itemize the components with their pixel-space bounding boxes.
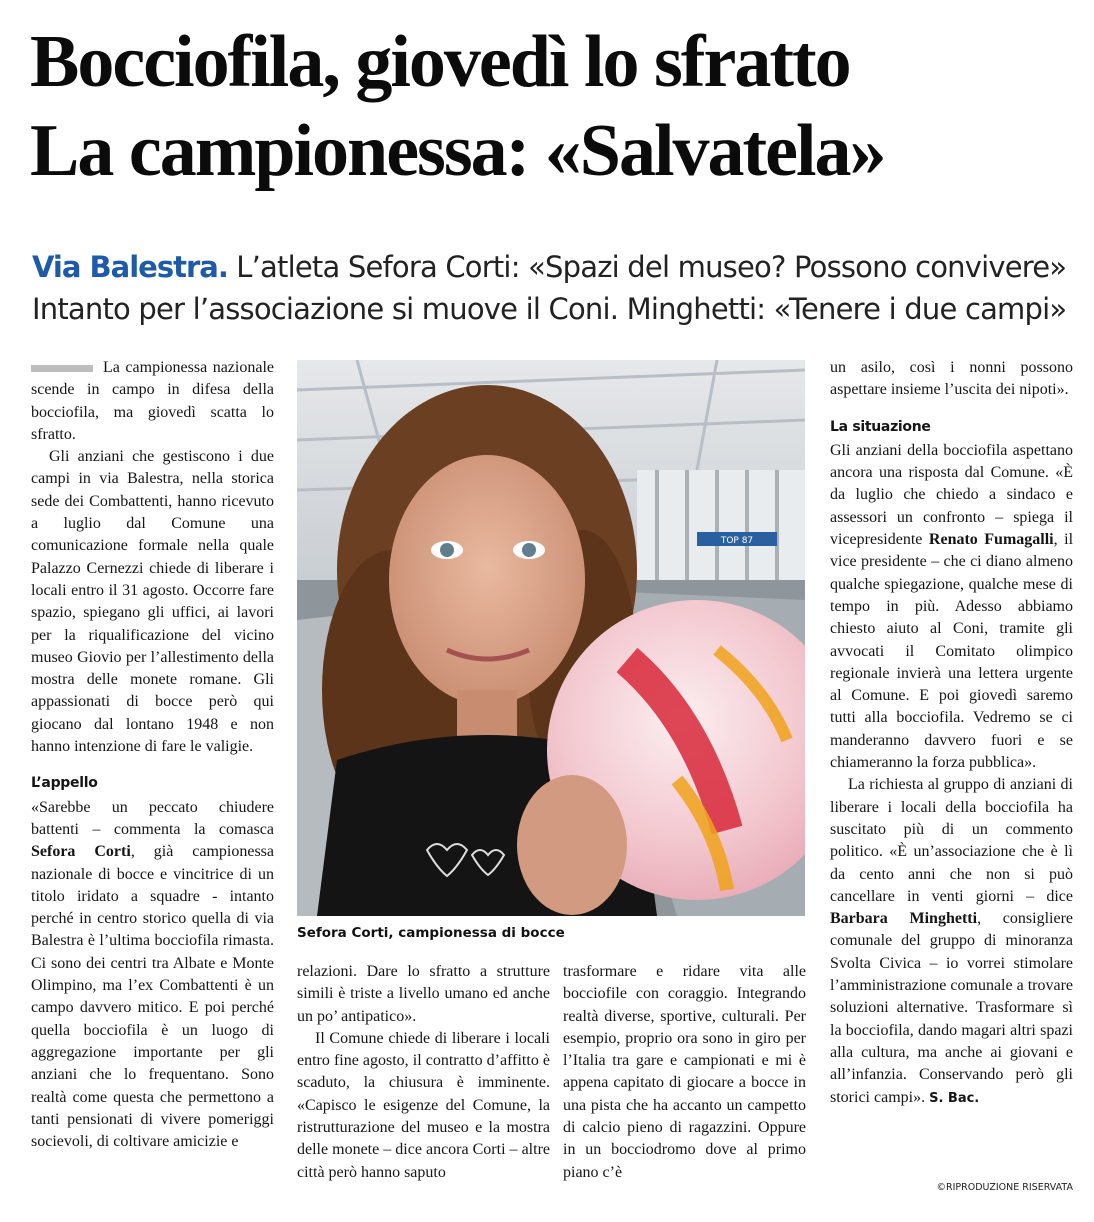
- subhead-line-2: Intanto per l’associazione si muove il Coni. Minghetti: «Tenere i due campi»: [32, 292, 1067, 326]
- section-heading-appello: L’appello: [31, 775, 98, 792]
- person-name: Sefora Corti: [31, 843, 131, 861]
- copyright-notice: ©RIPRODUZIONE RISERVATA: [936, 1182, 1073, 1193]
- headline-line-1: Bocciofila, giovedì lo sfratto: [30, 21, 850, 103]
- paragraph: Gli anziani della bocciofila aspettano ancora una risposta dal Comune. «È da luglio che chiedo a sindaco e assessori un confronto – spiega il vicepresidente Renato Fumagalli, il vice presidente – che ci diano almeno qualche spiegazione, qualche mese di tempo in più. Adesso abbiamo chiesto aiuto al Coni, tramite gli avvocati il Comitato olimpico regionale invierà una lettera urgente al Comune. E poi giovedì saremo tutti alla bocciofila. Vedremo se ci manderanno davvero fuori e se chiameranno la forza pubblica».: [830, 441, 1074, 772]
- paragraph: Il Comune chiede di liberare i locali entro fine agosto, il contratto d’affitto è scaduto, la chiusura è imminente. «Capisco le esigenze del Comune, la ristrutturazione del museo e la mostra delle monete – dice ancora Corti – altre città però hanno saputo: [297, 1029, 550, 1181]
- lead-paragraph: La campionessa nazionale scende in campo in difesa della bocciofila, ma giovedì scatta lo sfratto.: [31, 359, 274, 443]
- paragraph: Gli anziani che gestiscono i due campi in via Balestra, nella storica sede dei Combattenti, hanno ricevuto a luglio dal Comune una comunicazione formale nella quale Palazzo Cernezzi chiede di liberare i locali entro il 31 agosto. Occorre fare spazio, spiegano gli uffici, ai lavori per la riqualificazione del vicino museo Giovio per l’allestimento della mostra delle monete romane. Gli appassionati di bocce però qui giocano dal lontano 1948 e non hanno intenzione di fare le valigie.: [31, 448, 274, 756]
- author-signature: S. Bac.: [929, 1090, 980, 1106]
- arena-sign: TOP 87: [720, 536, 754, 546]
- headline-line-2: La campionessa: «Salvatela»: [30, 110, 885, 192]
- article-column-2: [297, 961, 550, 1184]
- headline: [30, 18, 1070, 196]
- photo-caption: Sefora Corti, campionessa di bocce: [297, 925, 565, 941]
- section-kicker: Via Balestra.: [32, 250, 228, 284]
- paragraph: un asilo, così i nonni possono aspettare insieme l’uscita dei nipoti».: [830, 359, 1073, 399]
- person-name: Barbara Minghetti: [830, 910, 978, 928]
- paragraph: «Sarebbe un peccato chiudere battenti – commenta la comasca Sefora Corti, già campionessa nazionale di bocce e vincitrice di un titolo iridato a squadre - intanto perché in centro storico quella di via Balestra è l’ultima bocciofila rimasta. Ci sono dei centri tra Albate e Monte Olimpino, ma l’ex Combattenti è un campo davvero mitico. E poi perché quella bocciofila è un luogo di aggregazione importante per gli anziani che lo frequentano. Sono realtà come questa che permettono a tanti pensionati di vivere pomeriggi socievoli, di coltivare amicizie e: [31, 798, 275, 1151]
- article-column-3: [563, 961, 806, 1184]
- article-column-1: [31, 357, 274, 1153]
- subheadline: [32, 246, 1072, 330]
- article-photo: [297, 360, 805, 916]
- subhead-line-1: L’atleta Sefora Corti: «Spazi del museo? Possono convivere»: [227, 250, 1067, 284]
- section-heading-situazione: La situazione: [830, 418, 931, 435]
- paragraph: relazioni. Dare lo sfratto a strutture simili è triste a livello umano ed anche un po’ antipatico».: [297, 963, 550, 1025]
- person-name: Renato Fumagalli: [928, 531, 1054, 549]
- paragraph: trasformare e ridare vita alle bocciofile con coraggio. Integrando realtà diverse, sportive, culturali. Per esempio, proprio ora sono in giro per l’Italia tra gare e campionati e mi è appena capitato di giocare a bocce in una pista che ha accanto un campetto di calcio pieno di ragazzini. Oppure in un bocciodromo dove al primo piano c’è: [563, 963, 806, 1181]
- paragraph: La richiesta al gruppo di anziani di liberare i locali della bocciofila ha suscitato più di un commento politico. «È un’associazione che è lì da cento anni che non si può cancellare in venti giorni – dice Barbara Minghetti, consigliere comunale del gruppo di minoranza Svolta Civica – io vorrei stimolare l’amministrazione comunale a trovare soluzioni alternative. Trasformare sì la bocciofila, dando magari altri spazi alla cultura, ma anche ai giovani e all’infanzia. Conservando però gli storici campi». S. Bac.: [830, 776, 1074, 1106]
- lead-marker-bar: [31, 365, 93, 372]
- article-column-4: [830, 357, 1073, 1110]
